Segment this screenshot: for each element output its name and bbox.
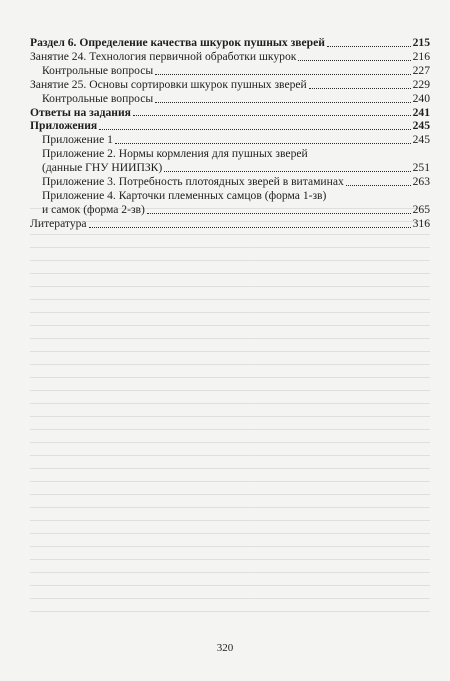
toc-entry [30,106,430,120]
dot-leader [99,129,410,130]
toc-entry [30,119,430,133]
dot-leader [346,185,411,186]
dot-leader [89,227,411,228]
dot-leader [155,74,410,75]
toc-entry-title: Приложения [30,119,98,133]
toc-entry [30,189,430,203]
page-number: 320 [216,642,234,654]
toc-entry-page: 240 [412,91,430,105]
dot-leader [147,213,411,214]
bleed-through-text [30,200,430,620]
toc-entry-page: 227 [412,63,430,77]
toc-entry-title: Занятие 24. Технология первичной обработки шкурок [30,49,297,63]
dot-leader [115,143,411,144]
toc-entry-page: 265 [412,202,430,216]
toc-entry-title: и самок (форма 2-зв) [42,202,145,216]
toc-entry-page: 316 [412,216,430,230]
toc-entry-page: 241 [412,105,430,119]
toc-entry-title: Приложение 4. Карточки племенных самцов (форма 1-зв) [42,188,327,202]
toc-entry [30,92,430,106]
toc-entry [30,36,430,50]
dot-leader [298,60,410,61]
toc-entry-page: 216 [412,49,430,63]
toc-entry-page: 215 [412,36,430,49]
toc-entry [30,78,430,92]
toc-entry-title: Контрольные вопросы [42,91,154,105]
toc-entry [30,217,430,231]
toc-entry-title: Ответы на задания [30,105,131,119]
dot-leader [327,46,411,47]
toc-entry-title: Раздел 6. Определение качества шкурок пушных зверей [30,36,325,49]
toc-entry [30,161,430,175]
toc-entry-page: 245 [412,119,430,133]
toc-entry-page: 251 [412,161,430,175]
toc-entry-title: Литература [30,216,87,230]
toc-entry [30,203,430,217]
toc-entry-title: Занятие 25. Основы сортировки шкурок пушных зверей [30,77,307,91]
toc-entry [30,133,430,147]
dot-leader [155,102,410,103]
toc-entry [30,50,430,64]
toc-entry-page: 263 [412,175,430,189]
dot-leader [164,171,410,172]
dot-leader [309,88,411,89]
toc-entry [30,147,430,161]
toc-entry-title: Приложение 2. Нормы кормления для пушных зверей [42,147,308,161]
toc-entry-title: Приложение 3. Потребность плотоядных зверей в витаминах [42,175,344,189]
toc-entry [30,64,430,78]
toc-entry-title: Контрольные вопросы [42,63,154,77]
toc-entry-page: 229 [412,77,430,91]
toc-entry-page: 245 [412,133,430,147]
toc-entry-title: Приложение 1 [42,133,113,147]
table-of-contents [30,36,430,231]
dot-leader [133,115,411,116]
toc-entry-title: (данные ГНУ НИИПЗК) [42,161,163,175]
toc-entry [30,175,430,189]
